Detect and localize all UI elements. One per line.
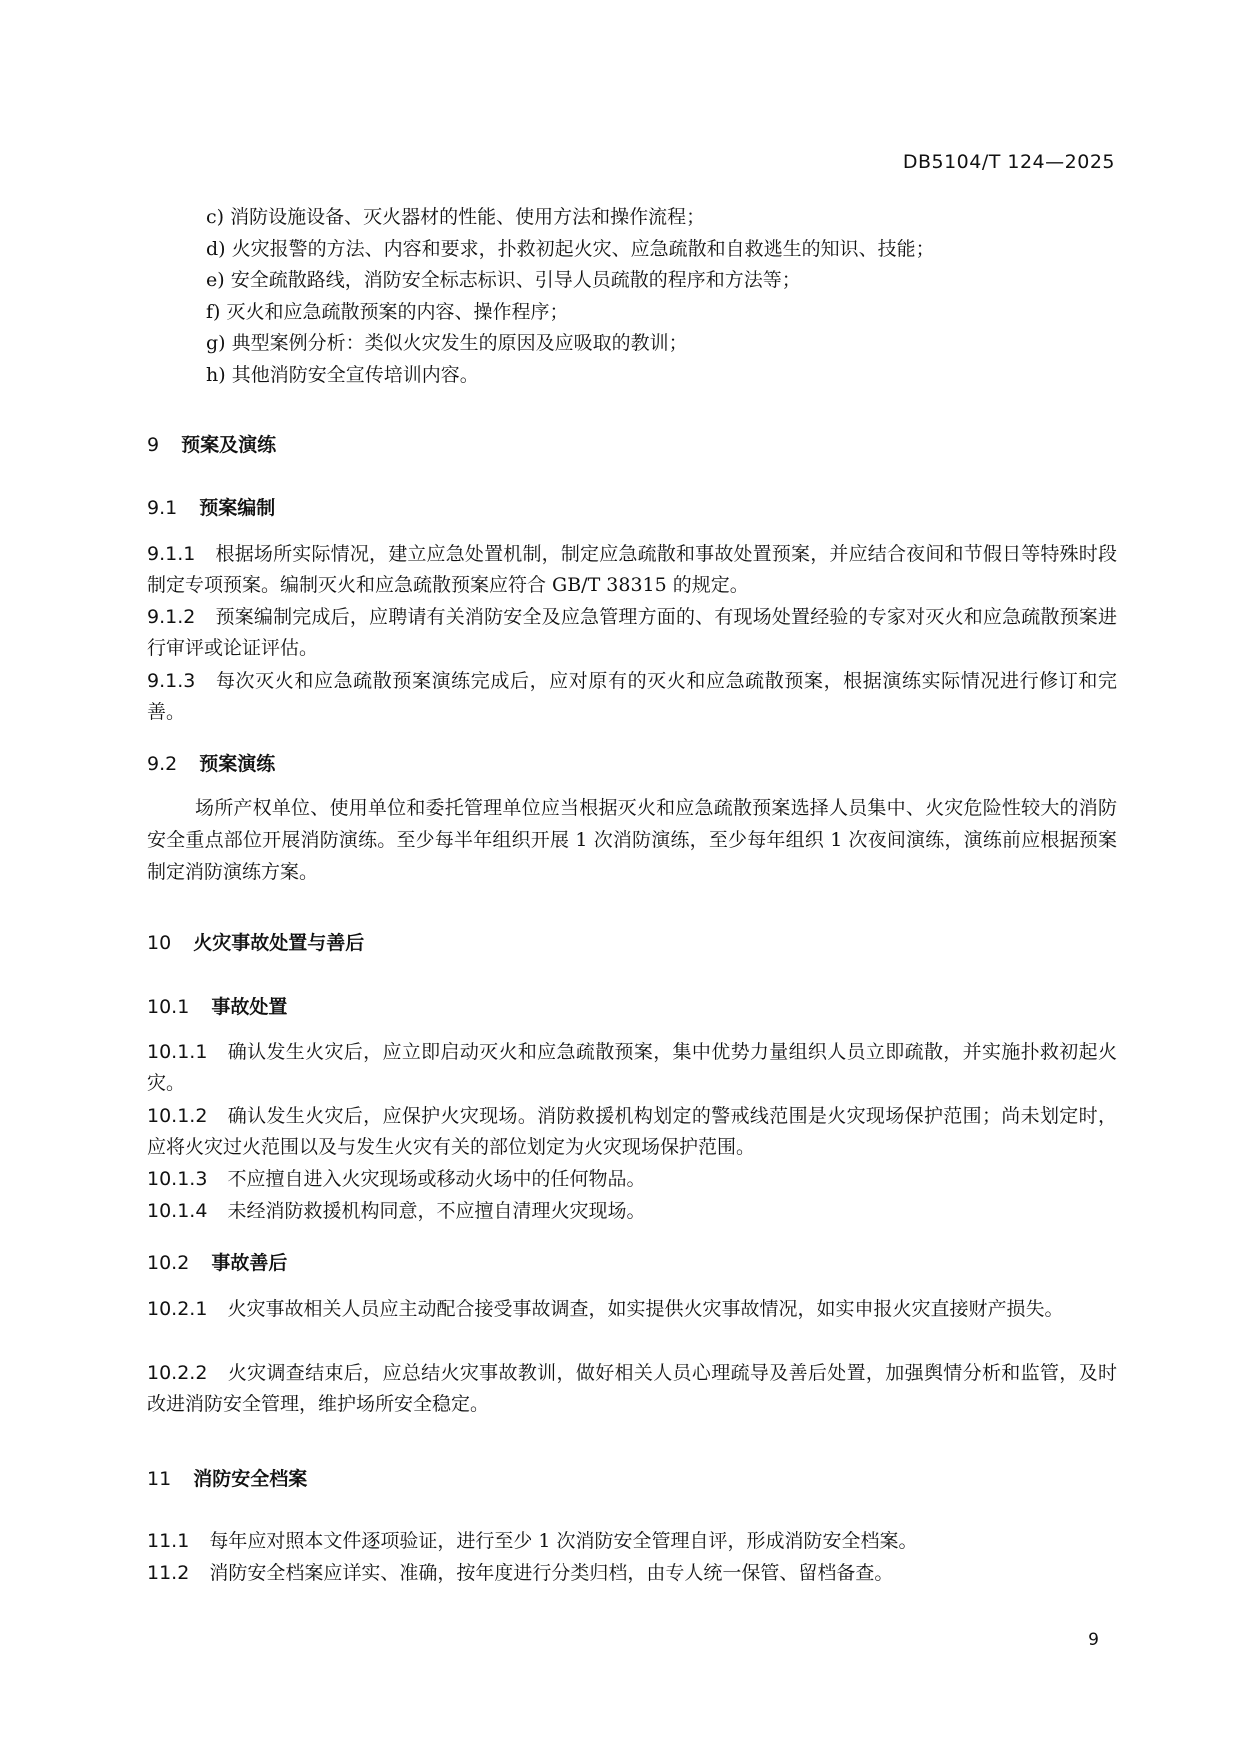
clause-10-1-4 (147, 1196, 1117, 1227)
clause-number: 10.1.1 (147, 1041, 208, 1063)
clause-number: 9.1.3 (147, 670, 196, 692)
clause-text: 每次灭火和应急疏散预案演练完成后，应对原有的灭火和应急疏散预案，根据演练实际情况进行修订和完善。 (147, 670, 1117, 723)
clause-10-2-2 (147, 1358, 1117, 1420)
section-11-heading (147, 1464, 307, 1491)
clause-number: 10.2.1 (147, 1298, 208, 1320)
clause-text: 每年应对照本文件逐项验证，进行至少 1 次消防安全管理自评，形成消防安全档案。 (209, 1530, 918, 1552)
clause-number: 10.1.4 (147, 1200, 208, 1222)
list-item-g: g) 典型案例分析：类似火灾发生的原因及应吸取的教训； (206, 332, 688, 354)
training-content-list (206, 202, 1106, 391)
section-number: 10 (147, 932, 172, 954)
list-item-d: d) 火灾报警的方法、内容和要求，扑救初起火灾、应急疏散和自救逃生的知识、技能； (206, 237, 935, 260)
section-title: 火灾事故处置与善后 (193, 932, 365, 954)
section-number: 9.1 (147, 497, 178, 519)
clause-text: 火灾事故相关人员应主动配合接受事故调查，如实提供火灾事故情况，如实申报火灾直接财产损失。 (227, 1298, 1064, 1320)
clause-number: 11.2 (147, 1562, 190, 1584)
clause-text: 未经消防救援机构同意，不应擅自清理火灾现场。 (227, 1200, 646, 1222)
section-9-2-heading (147, 749, 275, 776)
section-number: 10.1 (147, 996, 190, 1018)
section-title: 事故处置 (211, 996, 288, 1018)
list-item-c: c) 消防设施设备、灭火器材的性能、使用方法和操作流程； (206, 206, 706, 228)
clause-number: 11.1 (147, 1530, 190, 1552)
clause-text: 确认发生火灾后，应保护火灾现场。消防救援机构划定的警戒线范围是火灾现场保护范围；尚未划定时，应将火灾过火范围以及与发生火灾有关的部位划定为火灾现场保护范围。 (147, 1105, 1117, 1158)
clause-11-2 (147, 1558, 1117, 1589)
clause-10-1-1 (147, 1037, 1117, 1099)
list-item-h: h) 其他消防安全宣传培训内容。 (206, 363, 479, 386)
section-9-heading (147, 430, 276, 457)
section-title: 预案及演练 (181, 434, 277, 456)
paragraph-9-2: 场所产权单位、使用单位和委托管理单位应当根据灭火和应急疏散预案选择人员集中、火灾危险性较大的消防安全重点部位开展消防演练。至少每半年组织开展 1 次消防演练，至少每年组织 1 次夜间演练，演练前应根据预案制定消防演练方案。 (147, 797, 1117, 883)
list-item-f: f) 灭火和应急疏散预案的内容、操作程序； (206, 300, 569, 323)
section-10-1-heading (147, 992, 287, 1019)
section-number: 9.2 (147, 753, 178, 775)
section-number: 9 (147, 434, 160, 456)
clause-number: 9.1.2 (147, 606, 196, 628)
clause-9-1-2 (147, 602, 1117, 664)
section-10-2-heading (147, 1248, 287, 1275)
clause-number: 10.2.2 (147, 1362, 208, 1384)
section-number: 11 (147, 1468, 172, 1490)
list-item-e: e) 安全疏散路线，消防安全标志标识、引导人员疏散的程序和方法等； (206, 269, 801, 291)
section-10-heading (147, 928, 364, 955)
document-code: DB5104/T 124—2025 (902, 151, 1115, 173)
clause-text: 消防安全档案应详实、准确，按年度进行分类归档，由专人统一保管、留档备查。 (209, 1562, 894, 1584)
clause-text: 确认发生火灾后，应立即启动灭火和应急疏散预案，集中优势力量组织人员立即疏散，并实施扑救初起火灾。 (147, 1041, 1117, 1094)
clause-text: 预案编制完成后，应聘请有关消防安全及应急管理方面的、有现场处置经验的专家对灭火和应急疏散预案进行审评或论证评估。 (147, 606, 1117, 659)
section-title: 事故善后 (211, 1252, 288, 1274)
clause-number: 9.1.1 (147, 543, 196, 565)
clause-number: 10.1.3 (147, 1168, 208, 1190)
section-title: 预案编制 (199, 497, 276, 519)
clause-10-1-2 (147, 1101, 1117, 1163)
section-9-1-heading (147, 493, 275, 520)
clause-text: 火灾调查结束后，应总结火灾事故教训，做好相关人员心理疏导及善后处置，加强舆情分析和监管，及时改进消防安全管理，维护场所安全稳定。 (147, 1362, 1117, 1415)
clause-text: 不应擅自进入火灾现场或移动火场中的任何物品。 (227, 1168, 646, 1190)
page-number: 9 (1088, 1630, 1099, 1650)
section-title: 预案演练 (199, 753, 276, 775)
clause-10-1-3 (147, 1164, 1117, 1195)
clause-10-2-1 (147, 1294, 1117, 1325)
clause-number: 10.1.2 (147, 1105, 208, 1127)
section-number: 10.2 (147, 1252, 190, 1274)
clause-9-1-3 (147, 666, 1117, 728)
clause-9-1-1 (147, 539, 1117, 601)
clause-text: 根据场所实际情况，建立应急处置机制，制定应急疏散和事故处置预案，并应结合夜间和节假日等特殊时段制定专项预案。编制灭火和应急疏散预案应符合 GB/T 38315 的规定。 (147, 543, 1117, 596)
clause-11-1 (147, 1526, 1117, 1557)
section-title: 消防安全档案 (193, 1468, 308, 1490)
